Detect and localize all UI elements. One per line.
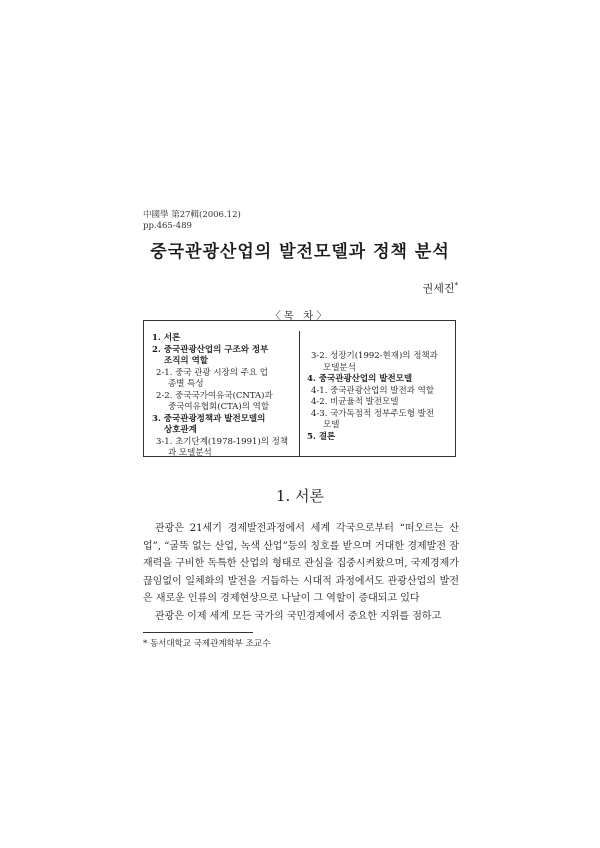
table-of-contents [143,320,456,457]
author [423,280,458,296]
toc-item [307,409,447,432]
toc-item-text: 3. 중국관광정책과 발전모델의 [152,413,266,424]
toc-item [307,374,447,386]
footnote-divider [143,632,253,633]
toc-item [307,386,447,398]
toc-item-text: 3-2. 성장기(1992-현재)의 정책과 [311,351,438,361]
journal-info [143,210,241,232]
toc-item-text: 4-1. 중국관광산업의 발전과 역할 [311,385,435,396]
toc-item [152,437,292,460]
toc-item-continuation: 조직의 역할 [164,356,209,366]
toc-item [152,333,292,345]
paragraph-1: 관광은 21세기 경제발전과정에서 세계 각국으로부터 “떠오르는 산업”, “굴뚝 없는 산업, 녹색 산업”등의 칭호를 받으며 거대한 경제발전 잠재력을 구비한 독특한 산업의 형태로 관심을 집중시켜왔으며, 국제경제가 끊임없이 일체화의 발전을 거듭하는 시대적 과정에서도 관광산업의 발전은 새로운 인류의 경제현상으로 나날이 그 역할이 증대되고 있다 [143,523,459,604]
toc-item-continuation: 중국여유협회(CTA)의 역할 [168,402,270,412]
toc-item-text: 4. 중국관광산업의 발전모델 [307,374,413,384]
toc-item-continuation: 상호관계 [164,425,197,435]
toc-item [152,368,292,391]
toc-item-continuation: 모델 [323,420,340,430]
toc-item-text: 3-1. 초기단계(1978-1991)의 정책 [156,436,289,447]
toc-item-text: 4-3. 국가독점적 정부주도형 발전 [311,408,435,419]
paper-title: 중국관광산업의 발전모델과 정책 분석 [150,242,450,262]
toc-right-column [307,351,447,443]
toc-left-column [152,333,292,460]
journal-pages: pp.465-489 [143,221,192,231]
toc-item-text: 2. 중국관광산업의 구조와 정부 [152,344,269,355]
toc-item [307,351,447,374]
toc-item-text: 5. 결론 [307,431,336,442]
toc-item-text: 2-1. 중국 관광 시장의 주요 업 [156,367,269,378]
toc-item-continuation: 과 모델분석 [168,448,212,458]
toc-heading: 〈목 차〉 [270,310,330,322]
paragraph-2: 관광은 이제 세계 모든 국가의 국민경제에서 중요한 지위를 점하고 [155,610,442,622]
toc-item [307,432,447,444]
toc-item-continuation: 종별 특성 [168,379,204,389]
toc-item [152,391,292,414]
journal-volume: 中國學 第27輯(2006.12) [143,210,241,220]
toc-item [152,414,292,437]
section-title: 1. 서론 [275,487,325,505]
toc-item [152,345,292,368]
body-text [143,520,459,625]
toc-item-text: 2-2. 중국국가여유국(CNTA)과 [156,390,273,401]
toc-item-text: 1. 서론 [152,333,181,343]
toc-divider [299,331,300,457]
author-footnote-mark: * [454,281,458,290]
toc-item-text: 4-2. 비균율적 발전모델 [311,397,399,407]
footnote: * 동서대학교 국제관계학부 조교수 [143,639,271,649]
toc-item [307,397,447,409]
author-name: 권세진 [422,282,455,295]
toc-item-continuation: 모델분석 [323,362,356,373]
